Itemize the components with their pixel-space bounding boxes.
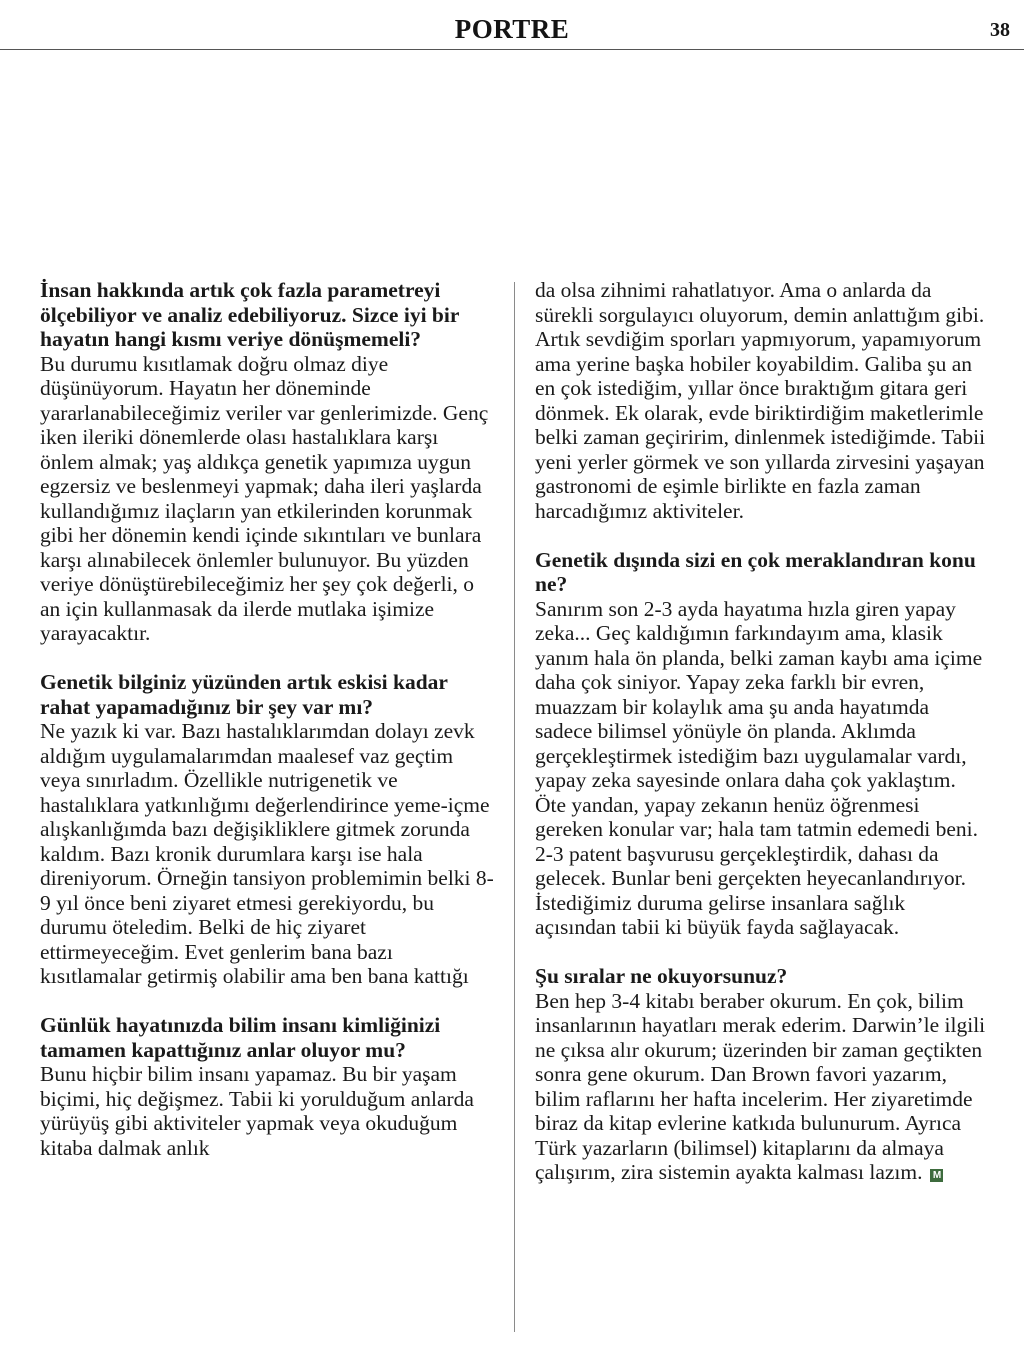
section-title: PORTRE [454,14,570,44]
qa-block [40,670,495,989]
page-number: 38 [990,19,1010,41]
question: Genetik bilginiz yüzünden artık eskisi kadar rahat yapamadığınız bir şey var mı? [40,670,448,719]
qa-block [40,1013,495,1160]
header-rule [0,49,1024,50]
qa-block [535,964,990,1185]
right-column [535,278,990,1209]
answer-continuation: da olsa zihnimi rahatlatıyor. Ama o anlarda da sürekli sorgulayıcı oluyorum, demin anlattığım gibi. Artık sevdiğim sporları yapmıyorum, yapamıyorum ama yerine başka hobiler koyabildim. Galiba şu an en çok istediğim, yıllar önce bıraktığım gitara geri dönmek. Ek olarak, evde biriktirdiğim maketlerimle belki zaman geçiririm, dinlenmek istediğimde. Tabii yeni yerler görmek ve son yıllarda zirvesini yaşayan gastronomi de eşimle birlikte en fazla zaman harcadığımız aktiviteler. [535,278,986,523]
left-column [40,278,495,1185]
question: Genetik dışında sizi en çok meraklandıran konu ne? [535,547,976,596]
answer-continuation-block [535,278,990,523]
page-header [0,0,1024,50]
column-divider [514,282,515,1332]
answer: Bunu hiçbir bilim insanı yapamaz. Bu bir yaşam biçimi, hiç değişmez. Tabii ki yorulduğum anlarda yürüyüş gibi aktiviteler yapmak veya okuduğum kitaba dalmak anlık [40,1062,474,1160]
question: Günlük hayatınızda bilim insanı kimliğinizi tamamen kapattığınız anlar oluyor mu? [40,1013,441,1062]
answer [535,989,990,1185]
end-mark-icon: M [930,1169,943,1182]
qa-block [535,548,990,940]
answer-text: Ben hep 3-4 kitabı beraber okurum. En çok, bilim insanlarının hayatları merak ederim. Darwin’le ilgili ne çıksa alır okurum; üzerinden bir zaman geçtikten sonra gene okurum. Dan Brown favori yazarım, bilim raflarını her hafta incelerim. Her ziyaretimde biraz da kitap evlerine katkıda bulunurum. Ayrıca Türk yazarların (bilimsel) kitaplarını da almaya çalışırım, zira sistemin ayakta kalması lazım. [535,988,986,1184]
answer: Ne yazık ki var. Bazı hastalıklarımdan dolayı zevk aldığım uygulamalarımdan maalesef vaz geçtim veya sınırladım. Özellikle nutrigenetik ve hastalıklara yatkınlığımı değerlendirince yeme-içme alışkanlığımda bazı değişikliklere gitmek zorunda kaldım. Bazı kronik durumlara karşı ise hala direniyorum. Örneğin tansiyon problemimin belki 8-9 yıl önce beni ziyaret etmesi gerekiyordu, bu durumu öteledim. Belki de hiç ziyaret ettirmeyeceğim. Evet genlerim bana bazı kısıtlamalar getirmiş olabilir ama ben bana kattığı [40,719,494,988]
question: Şu sıralar ne okuyorsunuz? [535,964,788,988]
answer: Sanırım son 2-3 ayda hayatıma hızla giren yapay zeka... Geç kaldığımın farkındayım ama, klasik yanım hala ön planda, belki zaman kaybı ama içime daha çok siniyor. Yapay zeka farklı bir evren, muazzam bir kolaylık ama şu anda hayatımda sadece bilimsel yönüyle ön planda. Aklımda gerçekleştirmek istediğim bazı uygulamalar vardı, yapay zeka sayesinde onlara daha çok yaklaştım. Öte yandan, yapay zekanın henüz öğrenmesi gereken konular var; hala tam tatmin edemedi beni. 2-3 patent başvurusu gerçekleştirdik, dahası da gelecek. Bunlar beni gerçekten heyecanlandırıyor. İstediğimiz duruma gelirse insanlara sağlık açısından tabii ki büyük fayda sağlayacak. [535,596,983,939]
answer: Bu durumu kısıtlamak doğru olmaz diye düşünüyorum. Hayatın her döneminde yararlanabileceğimiz veriler var genlerimizde. Genç iken ileriki dönemlerde olası hastalıklara karşı önlem almak; yaş aldıkça genetik yapımıza uygun egzersiz ve beslenmeyi yapmak; daha ileri yaşlarda kullandığımız ilaçların yan etkilerinden korunmak gibi her dönemin kendi içinde sıkıntıları ve bunlara karşı alınabilecek önlemler bulunuyor. Bu yüzden veriye dönüştürebileceğimiz her şey çok değerli, o an için kullanmasak da ilerde mutlaka işimize yarayacaktır. [40,351,489,645]
question: İnsan hakkında artık çok fazla parametreyi ölçebiliyor ve analiz edebiliyoruz. Sizce iyi bir hayatın hangi kısmı veriye dönüşmemeli? [40,278,460,351]
qa-block [40,278,495,646]
